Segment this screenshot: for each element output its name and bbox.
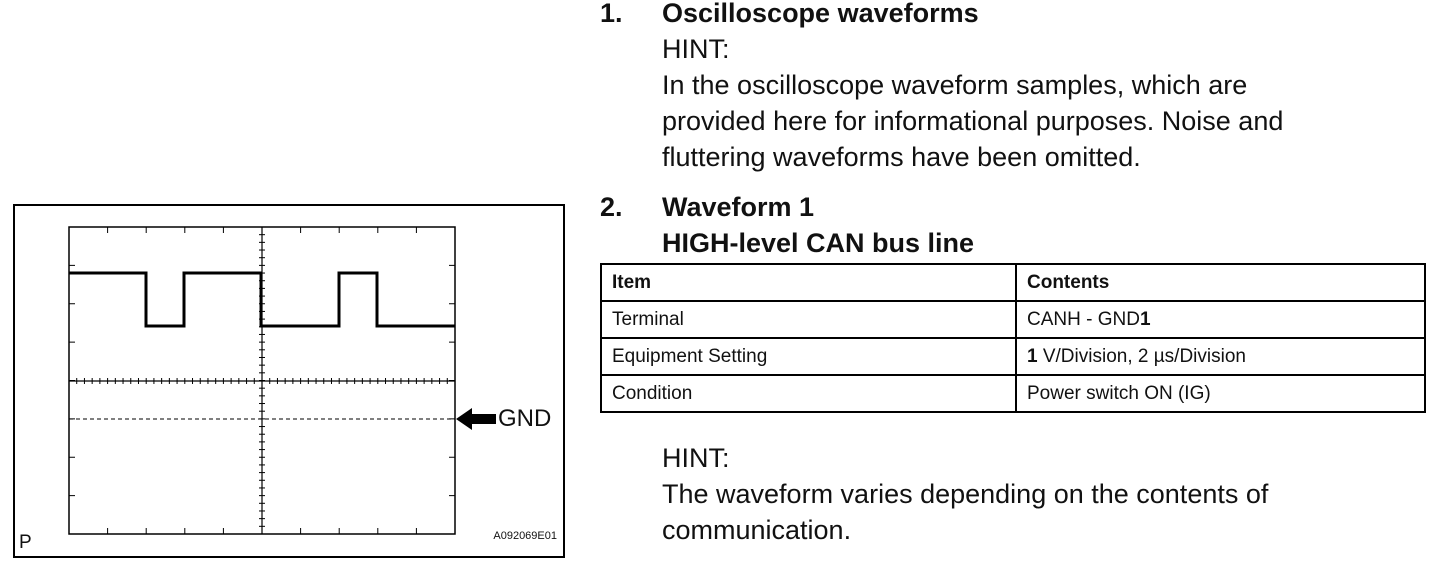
section1-hint-label: HINT: <box>662 34 730 64</box>
contents-text-post: V/Division, 2 µs/Division <box>1037 345 1246 367</box>
section1-title: Oscilloscope waveforms <box>662 0 979 28</box>
contents-bold-text: 1 <box>1027 345 1038 367</box>
contents-text: CANH - GND <box>1027 308 1140 330</box>
left-arrow-icon <box>456 408 496 430</box>
section2-hint-label: HINT: <box>662 443 730 473</box>
table-cell-item: Equipment Setting <box>601 338 1016 375</box>
contents-text: Power switch ON (IG) <box>1027 382 1211 404</box>
table-cell-item: Condition <box>601 375 1016 412</box>
table-row <box>601 375 1425 412</box>
table-cell-contents <box>1016 301 1425 338</box>
section1-line-2: provided here for informational purposes. Noise and <box>662 106 1284 136</box>
table-row <box>601 338 1425 375</box>
gnd-marker <box>456 405 551 433</box>
oscilloscope-screen <box>15 206 563 556</box>
table-cell-contents <box>1016 338 1425 375</box>
gnd-label: GND <box>498 405 552 432</box>
can-high-waveform <box>69 273 455 326</box>
section2-hint-line-1: The waveform varies depending on the contents of <box>662 479 1269 509</box>
section2-title: Waveform 1 <box>662 192 815 222</box>
section2-subtitle: HIGH-level CAN bus line <box>662 228 975 258</box>
section2-hint-line-2: communication. <box>662 515 852 545</box>
section2-number: 2. <box>600 192 623 222</box>
waveform-spec-table <box>600 263 1426 413</box>
section1-number: 1. <box>600 0 623 28</box>
table-header-item: Item <box>601 264 1016 301</box>
oscilloscope-figure <box>13 204 565 558</box>
table-row <box>601 301 1425 338</box>
table-header-row <box>601 264 1425 301</box>
figure-id: A092069E01 <box>493 530 557 542</box>
contents-bold-text: 1 <box>1139 308 1151 330</box>
table-header-contents: Contents <box>1016 264 1425 301</box>
table-cell-item: Terminal <box>601 301 1016 338</box>
section1-line-3: fluttering waveforms have been omitted. <box>662 142 1141 172</box>
figure-corner-label: P <box>19 532 32 553</box>
table-cell-contents <box>1016 375 1425 412</box>
section1-line-1: In the oscilloscope waveform samples, which are <box>662 70 1248 100</box>
